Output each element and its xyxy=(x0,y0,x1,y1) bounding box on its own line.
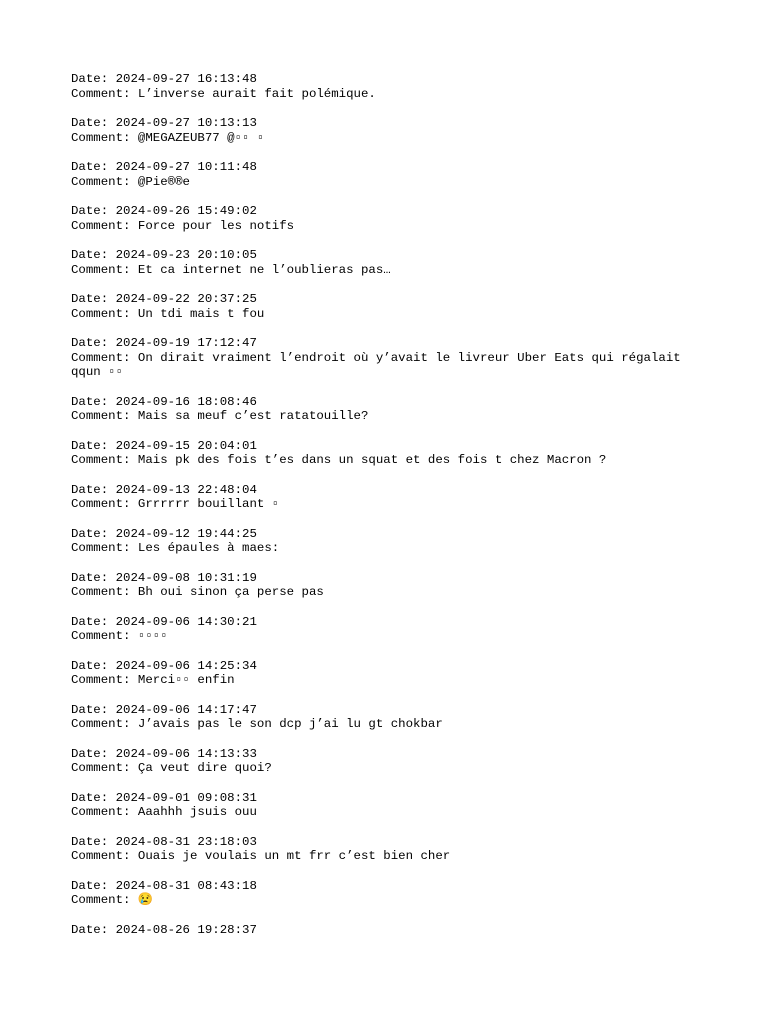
date-value: 2024-09-27 16:13:48 xyxy=(115,72,257,86)
entry-comment-line xyxy=(71,351,701,380)
date-value: 2024-09-27 10:11:48 xyxy=(115,160,257,174)
date-value: 2024-09-12 19:44:25 xyxy=(115,526,257,541)
entry-comment-line xyxy=(71,893,701,908)
date-value: 2024-09-27 10:13:13 xyxy=(115,116,257,130)
comment-label: Comment: xyxy=(71,629,138,644)
comment-label: Comment: xyxy=(71,541,138,556)
comment-label: Comment: xyxy=(71,218,138,233)
comment-text: Un tdi mais t fou xyxy=(137,306,265,321)
date-label: Date: xyxy=(71,834,116,849)
date-value: 2024-09-06 14:13:33 xyxy=(115,746,257,761)
comment-text: Grrrrrr bouillant ▫ xyxy=(137,497,280,512)
comment-text: J’avais pas le son dcp j’ai lu gt chokbar xyxy=(137,717,443,732)
entry-date-line xyxy=(71,703,701,718)
comment-entry xyxy=(71,659,701,688)
comment-label: Comment: xyxy=(71,497,138,512)
entry-date-line xyxy=(71,615,701,630)
entry-comment-line xyxy=(71,585,701,600)
comment-text: Ouais je voulais un mt frr c’est bien cher xyxy=(137,849,451,864)
entry-comment-line xyxy=(71,87,701,102)
date-label: Date: xyxy=(71,292,116,306)
entry-comment-line xyxy=(71,805,701,820)
entry-comment-line xyxy=(71,131,701,146)
entry-date-line xyxy=(71,659,701,674)
comment-text: @Pie®®e xyxy=(137,174,190,189)
entry-comment-line xyxy=(71,409,701,424)
comment-label: Comment: xyxy=(71,350,138,365)
comment-entry xyxy=(71,292,701,321)
comment-entry xyxy=(71,72,701,101)
entry-comment-line xyxy=(71,263,701,278)
comment-entry xyxy=(71,571,701,600)
date-value: 2024-08-31 08:43:18 xyxy=(115,878,257,893)
date-value: 2024-08-31 23:18:03 xyxy=(115,834,257,849)
entry-comment-line xyxy=(71,497,701,512)
entry-comment-line xyxy=(71,673,701,688)
date-label: Date: xyxy=(71,658,116,673)
date-value: 2024-09-06 14:17:47 xyxy=(115,702,257,717)
comment-entry xyxy=(71,395,701,424)
comment-label: Comment: xyxy=(71,453,138,468)
entry-comment-line xyxy=(71,717,701,732)
date-value: 2024-09-15 20:04:01 xyxy=(115,438,257,453)
entry-comment-line xyxy=(71,219,701,234)
entry-date-line xyxy=(71,204,701,219)
date-label: Date: xyxy=(71,248,116,262)
entry-date-line xyxy=(71,483,701,498)
date-label: Date: xyxy=(71,482,116,497)
comment-entry xyxy=(71,747,701,776)
date-label: Date: xyxy=(71,922,116,937)
comment-text: Aaahhh jsuis ouu xyxy=(137,805,257,820)
comment-entry xyxy=(71,336,701,380)
comment-entry xyxy=(71,204,701,233)
comment-text: 😢 xyxy=(137,893,154,908)
comment-text: Ça veut dire quoi? xyxy=(137,761,272,776)
comment-label: Comment: xyxy=(71,262,138,277)
date-label: Date: xyxy=(71,614,116,629)
entry-comment-line xyxy=(71,761,701,776)
comment-entry xyxy=(71,791,701,820)
comment-entry xyxy=(71,248,701,277)
entry-date-line xyxy=(71,395,701,410)
comment-label: Comment: xyxy=(71,673,138,688)
entry-date-line xyxy=(71,116,701,131)
comment-entry xyxy=(71,439,701,468)
date-label: Date: xyxy=(71,204,116,218)
comment-text: ▫▫▫▫ xyxy=(137,629,168,644)
comment-entry xyxy=(71,527,701,556)
entry-comment-line xyxy=(71,453,701,468)
comment-text: Force pour les notifs xyxy=(137,218,295,233)
date-label: Date: xyxy=(71,72,116,86)
date-value: 2024-09-13 22:48:04 xyxy=(115,482,257,497)
date-label: Date: xyxy=(71,526,116,541)
entry-comment-line xyxy=(71,175,701,190)
entry-date-line xyxy=(71,72,701,87)
comment-label: Comment: xyxy=(71,717,138,732)
comment-label: Comment: xyxy=(71,849,138,864)
comment-entry xyxy=(71,116,701,145)
date-label: Date: xyxy=(71,336,116,350)
date-label: Date: xyxy=(71,702,116,717)
date-value: 2024-09-06 14:30:21 xyxy=(115,614,257,629)
comment-label: Comment: xyxy=(71,306,138,321)
comment-entry xyxy=(71,703,701,732)
date-value: 2024-09-19 17:12:47 xyxy=(115,336,257,350)
comment-entry xyxy=(71,879,701,908)
comment-text: On dirait vraiment l’endroit où y’avait le livreur Uber Eats qui régalait qqun ▫▫ xyxy=(71,350,689,380)
comment-entry xyxy=(71,483,701,512)
date-label: Date: xyxy=(71,570,116,585)
entry-date-line xyxy=(71,571,701,586)
entry-date-line xyxy=(71,879,701,894)
comment-text: Les épaules à maes: xyxy=(137,541,280,556)
comment-entry xyxy=(71,923,701,938)
date-value: 2024-09-26 15:49:02 xyxy=(115,204,257,218)
entry-comment-line xyxy=(71,541,701,556)
comment-label: Comment: xyxy=(71,805,138,820)
entry-comment-line xyxy=(71,629,701,644)
date-value: 2024-08-26 19:28:37 xyxy=(115,922,257,937)
date-label: Date: xyxy=(71,438,116,453)
comment-label: Comment: xyxy=(71,585,138,600)
comment-label: Comment: xyxy=(71,409,138,424)
entry-date-line xyxy=(71,791,701,806)
date-value: 2024-09-23 20:10:05 xyxy=(115,248,257,262)
entry-comment-line xyxy=(71,307,701,322)
date-label: Date: xyxy=(71,116,116,130)
comment-label: Comment: xyxy=(71,86,138,101)
comment-entry xyxy=(71,835,701,864)
date-value: 2024-09-08 10:31:19 xyxy=(115,570,257,585)
comment-text: Bh oui sinon ça perse pas xyxy=(137,585,324,600)
comment-text: Et ca internet ne l’oublieras pas… xyxy=(137,262,391,277)
entry-date-line xyxy=(71,527,701,542)
entry-date-line xyxy=(71,336,701,351)
comment-text: Mais pk des fois t’es dans un squat et des fois t chez Macron ? xyxy=(137,453,607,468)
entry-date-line xyxy=(71,160,701,175)
entry-date-line xyxy=(71,292,701,307)
date-value: 2024-09-01 09:08:31 xyxy=(115,790,257,805)
comment-label: Comment: xyxy=(71,893,138,908)
comment-entry xyxy=(71,160,701,189)
date-label: Date: xyxy=(71,746,116,761)
date-value: 2024-09-16 18:08:46 xyxy=(115,394,257,409)
entry-comment-line xyxy=(71,849,701,864)
comment-text: Mais sa meuf c’est ratatouille? xyxy=(137,409,369,424)
date-label: Date: xyxy=(71,878,116,893)
comment-label: Comment: xyxy=(71,130,138,145)
entry-date-line xyxy=(71,747,701,762)
date-label: Date: xyxy=(71,790,116,805)
comment-text: Merci▫▫ enfin xyxy=(137,673,235,688)
date-label: Date: xyxy=(71,394,116,409)
comment-label: Comment: xyxy=(71,174,138,189)
date-value: 2024-09-22 20:37:25 xyxy=(115,292,257,306)
entry-date-line xyxy=(71,248,701,263)
entry-date-line xyxy=(71,835,701,850)
comment-log xyxy=(71,72,701,952)
date-value: 2024-09-06 14:25:34 xyxy=(115,658,257,673)
comment-entry xyxy=(71,615,701,644)
entry-date-line xyxy=(71,923,701,938)
comment-text: @MEGAZEUB77 @▫▫ ▫ xyxy=(137,130,265,145)
entry-date-line xyxy=(71,439,701,454)
comment-label: Comment: xyxy=(71,761,138,776)
comment-text: L’inverse aurait fait polémique. xyxy=(137,86,376,101)
date-label: Date: xyxy=(71,160,116,174)
